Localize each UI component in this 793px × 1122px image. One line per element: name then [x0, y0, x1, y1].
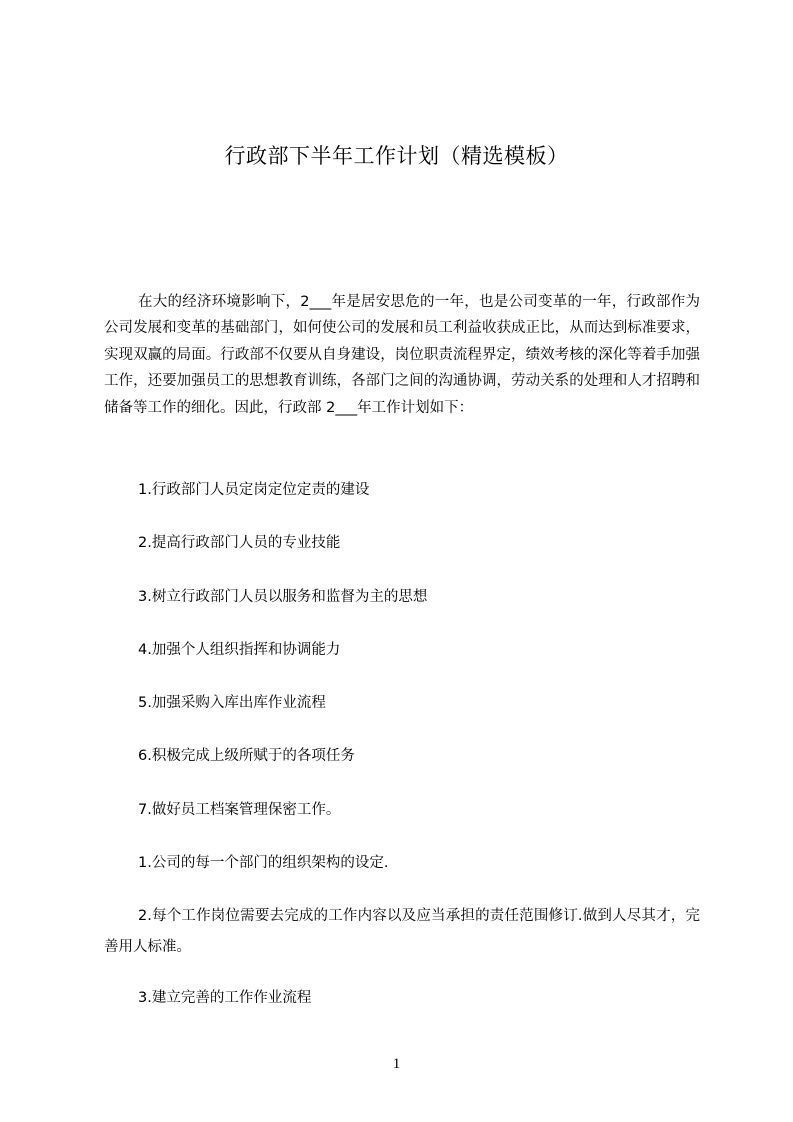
list-item: 7.做好员工档案管理保密工作。 — [138, 802, 341, 818]
list-item: 6.积极完成上级所赋于的各项任务 — [138, 748, 355, 764]
list-item: 1.公司的每一个部门的组织架构的设定. — [138, 855, 389, 871]
list-item: 3.建立完善的工作作业流程 — [138, 990, 312, 1006]
intro-paragraph: 在大的经济环境影响下，2___年是居安思危的一年，也是公司变革的一年，行政部作为公司发展和变革的基础部门，如何使公司的发展和员工利益收获成正比，从而达到标准要求，实现双赢的局面。行政部不仅要从自身建设，岗位职责流程界定，绩效考核的深化等着手加强工作，还要加强员工的思想教育训练，各部门之间的沟通协调，劳动关系的处理和人才招聘和储备等工作的细化。因此，行政部 2___年工作计划如下： — [104, 294, 700, 416]
list-item: 5.加强采购入库出库作业流程 — [138, 695, 326, 711]
page-number: 1 — [392, 1056, 401, 1072]
list-item: 4.加强个人组织指挥和协调能力 — [138, 642, 341, 658]
list-item: 2.每个工作岗位需要去完成的工作内容以及应当承担的责任范围修订.做到人尽其才，完善用人标准。 — [104, 908, 700, 955]
list-item: 3.树立行政部门人员以服务和监督为主的思想 — [138, 589, 428, 605]
list-item: 1.行政部门人员定岗定位定责的建设 — [138, 482, 370, 498]
list-item: 2.提高行政部门人员的专业技能 — [138, 535, 341, 551]
page-title: 行政部下半年工作计划（精选模板） — [224, 144, 569, 168]
